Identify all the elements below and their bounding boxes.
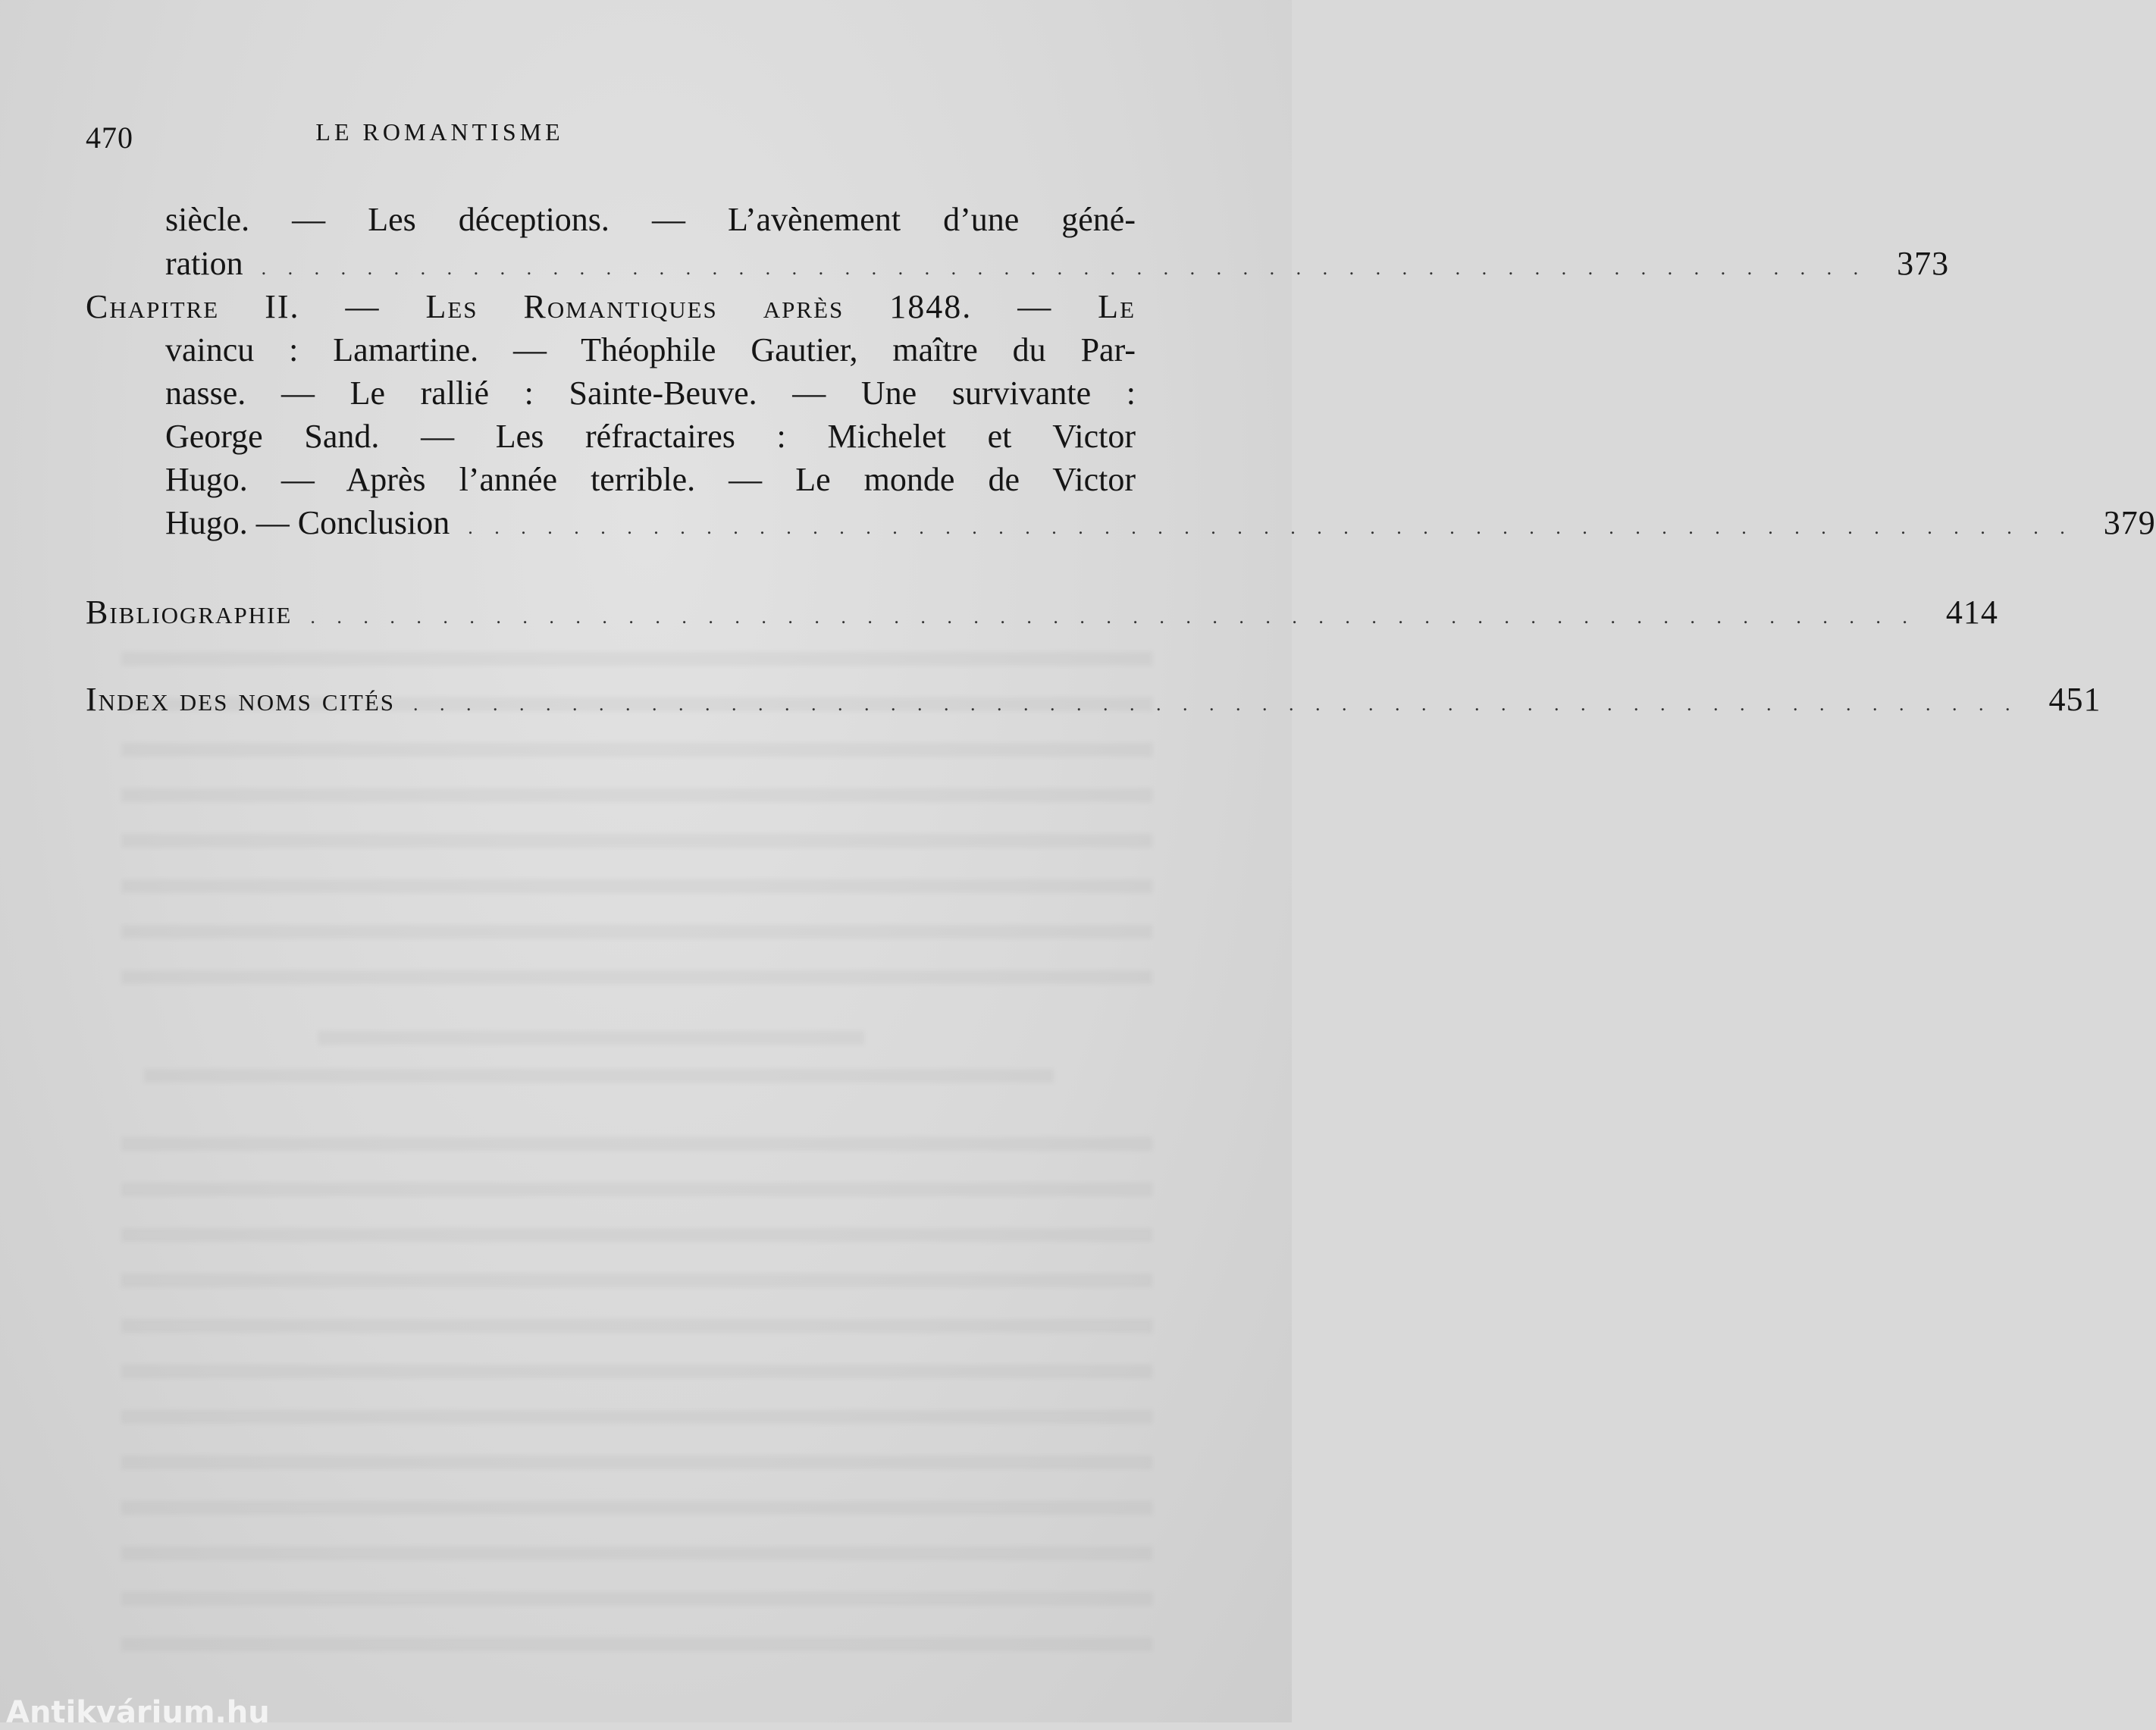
page-number: 470 bbox=[86, 121, 133, 155]
toc-chapter-2-line-4: George Sand. — Les réfractaires : Michelet et Victor bbox=[165, 418, 1136, 455]
toc-entry-chapter-2 bbox=[165, 502, 2156, 544]
toc-entry-bibliography bbox=[86, 591, 1998, 634]
toc-page-number: 451 bbox=[2048, 681, 2101, 718]
watermark: Antikvárium.hu bbox=[6, 1695, 270, 1730]
dot-leader: . . . . . . . . . . . . . . . . . . . . . . . . . . . . . . . . . . . . . . . . . . . . . . . . . . . . . . . . . . . . . bbox=[413, 693, 2019, 715]
toc-page-number: 414 bbox=[1945, 594, 1998, 631]
running-title: LE ROMANTISME bbox=[315, 118, 564, 146]
toc-entry-continuation bbox=[165, 243, 1950, 285]
toc-entry-index bbox=[86, 679, 2101, 721]
toc-bibliography-label: Bibliographie bbox=[86, 594, 293, 631]
toc-chapter-2-line-3: nasse. — Le rallié : Sainte-Beuve. — Une survivante : bbox=[165, 375, 1136, 412]
toc-chapter-2-heading: Chapitre II. — Les Romantiques après 1848. — Le bbox=[86, 288, 1136, 325]
toc-index-label: Index des noms cités bbox=[86, 681, 396, 718]
toc-chapter-2-line-6: Hugo. — Conclusion bbox=[165, 504, 450, 541]
toc-chapter-2-line-5: Hugo. — Après l’année terrible. — Le monde de Victor bbox=[165, 461, 1136, 498]
toc-continuation-line-2: ration bbox=[165, 245, 243, 282]
toc-continuation-line-1: siècle. — Les déceptions. — L’avènement d’une géné- bbox=[165, 201, 1136, 238]
dot-leader: . . . . . . . . . . . . . . . . . . . . . . . . . . . . . . . . . . . . . . . . . . . . . . . . . . . . . . . . . . . . . bbox=[310, 606, 1916, 628]
dot-leader: . . . . . . . . . . . . . . . . . . . . . . . . . . . . . . . . . . . . . . . . . . . . . . . . . . . . . . . . . . . . . bbox=[261, 257, 1867, 279]
toc-chapter-2-line-2: vaincu : Lamartine. — Théophile Gautier, maître du Par- bbox=[165, 331, 1136, 368]
toc-page-number: 379 bbox=[2103, 504, 2156, 541]
dot-leader: . . . . . . . . . . . . . . . . . . . . . . . . . . . . . . . . . . . . . . . . . . . . . . . . . . . . . . . . . . . . . bbox=[468, 516, 2073, 538]
running-head bbox=[0, 114, 1292, 159]
toc-page-number: 373 bbox=[1897, 245, 1950, 282]
